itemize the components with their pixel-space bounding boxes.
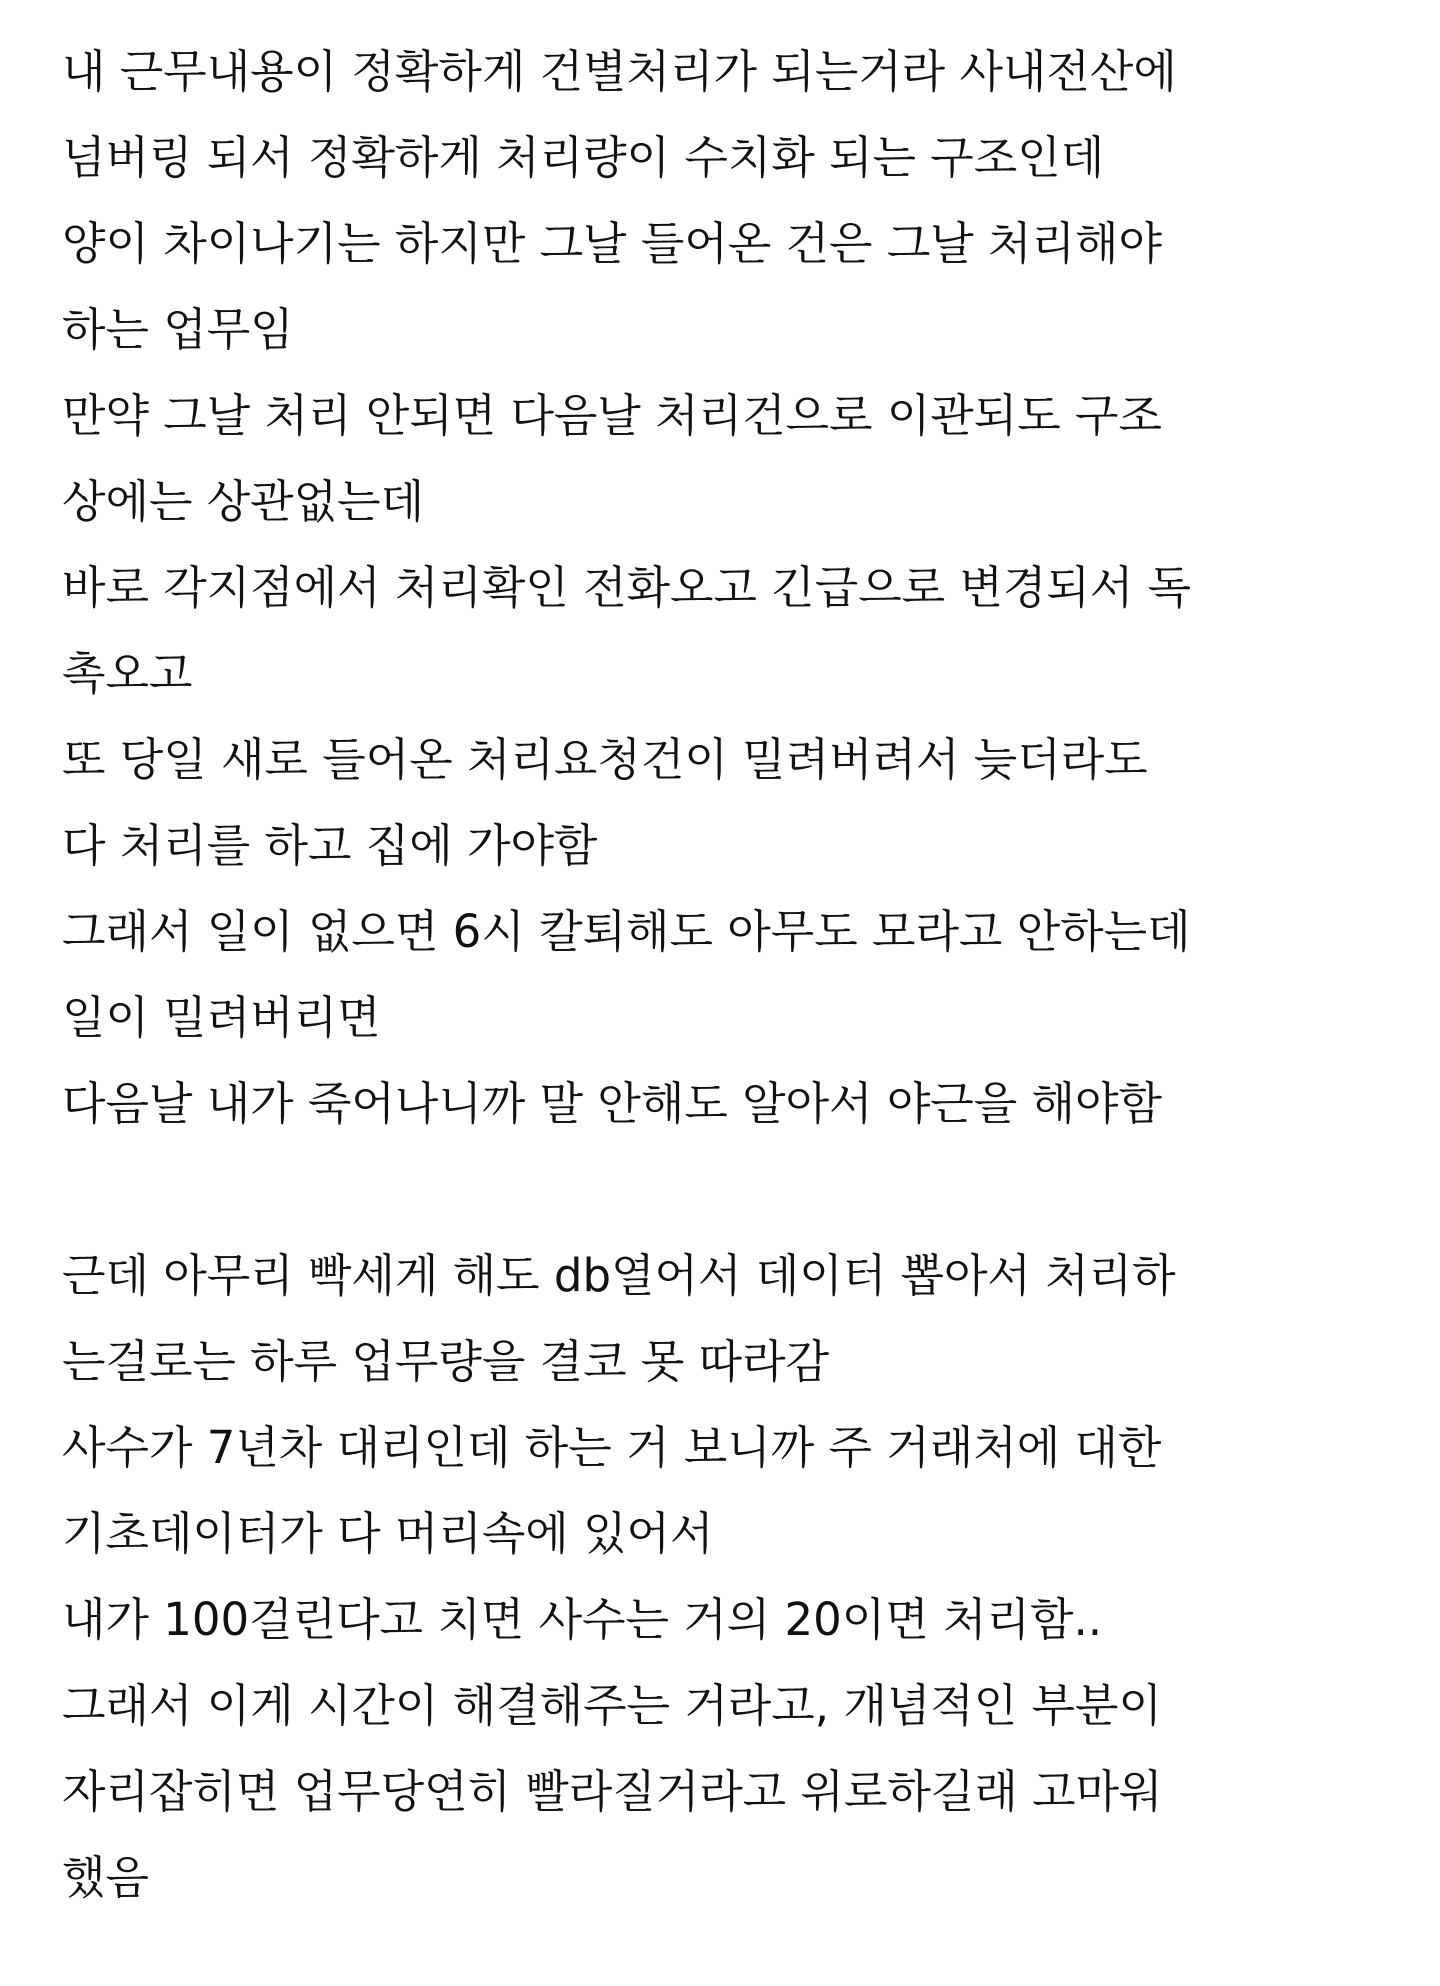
text-line: 바로 각지점에서 처리확인 전화오고 긴급으로 변경되서 독 bbox=[62, 561, 1192, 614]
text-line: 일이 밀려버리면 bbox=[62, 991, 381, 1044]
text-line: 다음날 내가 죽어나니까 말 안해도 알아서 야근을 해야함 bbox=[62, 1077, 1162, 1130]
text-line: 하는 업무임 bbox=[62, 303, 294, 356]
text-line: 내가 100걸린다고 치면 사수는 거의 20이면 처리함.. bbox=[62, 1593, 1103, 1646]
text-line: 상에는 상관없는데 bbox=[62, 475, 425, 528]
text-line: 그래서 일이 없으면 6시 칼퇴해도 아무도 모라고 안하는데 bbox=[62, 905, 1191, 958]
text-line: 다 처리를 하고 집에 가야함 bbox=[62, 819, 598, 872]
text-line: 는걸로는 하루 업무량을 결코 못 따라감 bbox=[62, 1335, 830, 1388]
text-line: 근데 아무리 빡세게 해도 db열어서 데이터 뽑아서 처리하 bbox=[62, 1249, 1176, 1302]
text-line: 그래서 이게 시간이 해결해주는 거라고, 개념적인 부분이 bbox=[62, 1679, 1162, 1732]
text-line: 넘버링 되서 정확하게 처리량이 수치화 되는 구조인데 bbox=[62, 131, 1105, 184]
text-line: 기초데이터가 다 머리속에 있어서 bbox=[62, 1507, 714, 1560]
text-line: 자리잡히면 업무당연히 빨라질거라고 위로하길래 고마워 bbox=[62, 1765, 1163, 1818]
text-line: 만약 그날 처리 안되면 다음날 처리건으로 이관되도 구조 bbox=[62, 389, 1162, 442]
text-line: 또 당일 새로 들어온 처리요청건이 밀려버려서 늦더라도 bbox=[62, 733, 1148, 786]
text-line: 촉오고 bbox=[62, 647, 193, 700]
text-line: 내 근무내용이 정확하게 건별처리가 되는거라 사내전산에 bbox=[62, 45, 1177, 98]
text-line: 사수가 7년차 대리인데 하는 거 보니까 주 거래처에 대한 bbox=[62, 1421, 1162, 1474]
text-line: 했음 bbox=[62, 1851, 149, 1904]
text-line: 양이 차이나기는 하지만 그날 들어온 건은 그날 처리해야 bbox=[62, 217, 1162, 270]
